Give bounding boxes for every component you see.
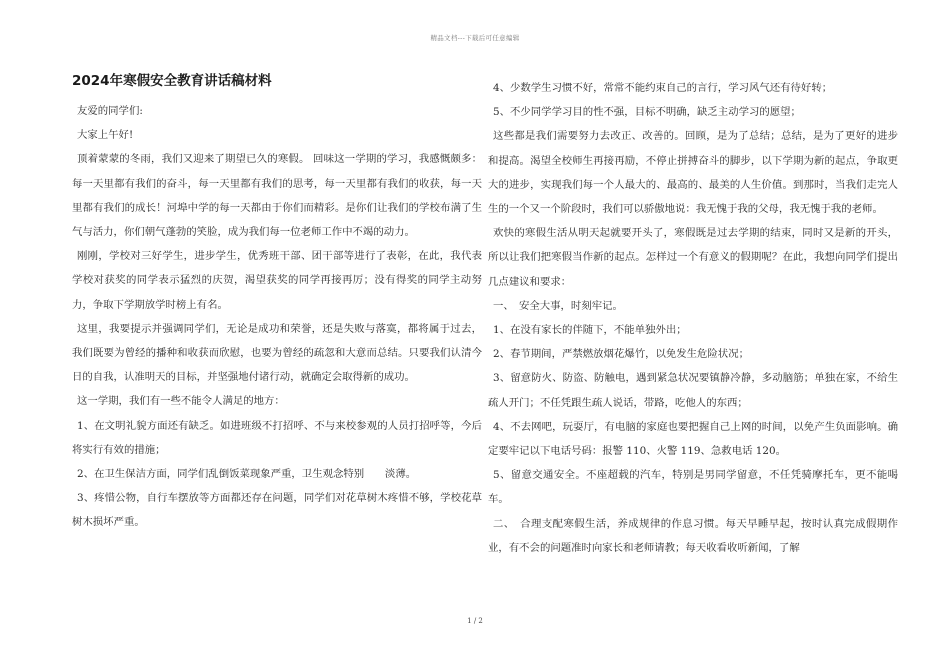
document-title: 2024年寒假安全教育讲话稿材料 (72, 73, 272, 89)
section-heading: 二、 合理支配寒假生活，养成规律的作息习惯。每天早睡早起，按时认真完成假期作业，有不会的问题准时向家长和老师请教；每天收看收听新闻，了解 (488, 517, 898, 554)
paragraph: 1、在文明礼貌方面还有缺乏。如进班级不打招呼、不与来校参观的人员打招呼等，今后将实行有效的措施； (72, 419, 482, 456)
paragraph: 友爱的同学们: (77, 105, 143, 117)
paragraph: 4、不去网吧，玩耍厅，有电脑的家庭也要把握自己上网的时间，以免产生负面影响。确定要牢记以下电话号码：报警 110、火警 119、急救电话 120。 (488, 420, 898, 458)
paragraph: 这一学期，我们有一些不能令人满足的地方： (77, 395, 285, 408)
paragraph: 2、春节期间，严禁燃放烟花爆竹，以免发生危险状况； (493, 348, 749, 361)
paragraph: 3、疼惜公物，自行车摆放等方面都还存在问题，同学们对花草树木疼惜不够，学校花草树木损坏严重。 (72, 492, 482, 529)
paragraph: 2、在卫生保洁方面，同学们乱倒饭菜现象严重，卫生观念特别 淡薄。 (77, 468, 417, 481)
section-heading: 一、 安全大事，时刻牢记。 (493, 299, 623, 312)
paragraph: 顶着蒙蒙的冬雨，我们又迎来了期望已久的寒假。 回味这一学期的学习，我感慨颇多：每一天里都有我们的奋斗，每一天里都有我们的思考，每一天里都有我们的收获，每一天里都有我们的成长！河埠中学的每一天都由于你们而精彩。是你们让我们的学校布满了生气与活力，你们朝气蓬勃的笑脸，成为我们每一位老师工作中不竭的动力。 (72, 153, 482, 239)
left-column (72, 72, 482, 535)
paragraph: 这些都是我们需要努力去改正、改善的。回顾，是为了总结；总结，是为了更好的进步和提高。渴望全校师生再接再励，不停止拼搏奋斗的脚步，以下学期为新的起点，争取更大的进步，实现我们每一个人最大的、最高的、最美的人生价值。到那时，当我们走完人生的一个又一个阶段时，我们可以骄傲地说：我无愧于我的父母，我无愧于我的老师。 (488, 130, 898, 216)
page-header: 精品文档---下载后可任意编辑 (430, 34, 520, 42)
paragraph: 1、在没有家长的伴随下，不能单独外出； (493, 324, 687, 337)
paragraph: 3、留意防火、防盗、防触电，遇到紧急状况要镇静冷静，多动脑筋；单独在家，不给生疏人开门；不任凭跟生疏人说话，带路，吃他人的东西； (488, 372, 898, 409)
paragraph: 4、少数学生习惯不好，常常不能约束自己的言行，学习风气还有待好转； (493, 82, 833, 94)
paragraph: 刚刚，学校对三好学生，进步学生，优秀班干部、团干部等进行了表彰，在此，我代表学校对获奖的同学表示猛烈的庆贺，渴望获奖的同学再接再厉；没有得奖的同学主动努力，争取下学期放学时榜上有名。 (72, 250, 482, 311)
paragraph: 这里，我要提示并强调同学们，无论是成功和荣誉，还是失败与落寞，都将属于过去，我们既要为曾经的播种和收获而欣慰，也要为曾经的疏忽和大意而总结。只要我们认清今日的自我，认准明天的目标，并坚强地付诸行动，就确定会取得新的成功。 (72, 322, 482, 384)
paragraph: 欢快的寒假生活从明天起就要开头了，寒假既是过去学期的结束，同时又是新的开头，所以让我们把寒假当作新的起点。怎样过一个有意义的假期呢？在此，我想向同学们提出几点建议和要求： (488, 227, 898, 288)
paragraph: 5、留意交通安全。不座超载的汽车，特别是男同学留意，不任凭骑摩托车，更不能喝车。 (488, 469, 898, 506)
paragraph: 大家上午好! (77, 129, 134, 142)
right-column (488, 76, 898, 560)
page-number: 1 / 2 (467, 617, 483, 625)
paragraph: 5、不少同学学习目的性不强，目标不明确，缺乏主动学习的愿望； (493, 106, 801, 119)
